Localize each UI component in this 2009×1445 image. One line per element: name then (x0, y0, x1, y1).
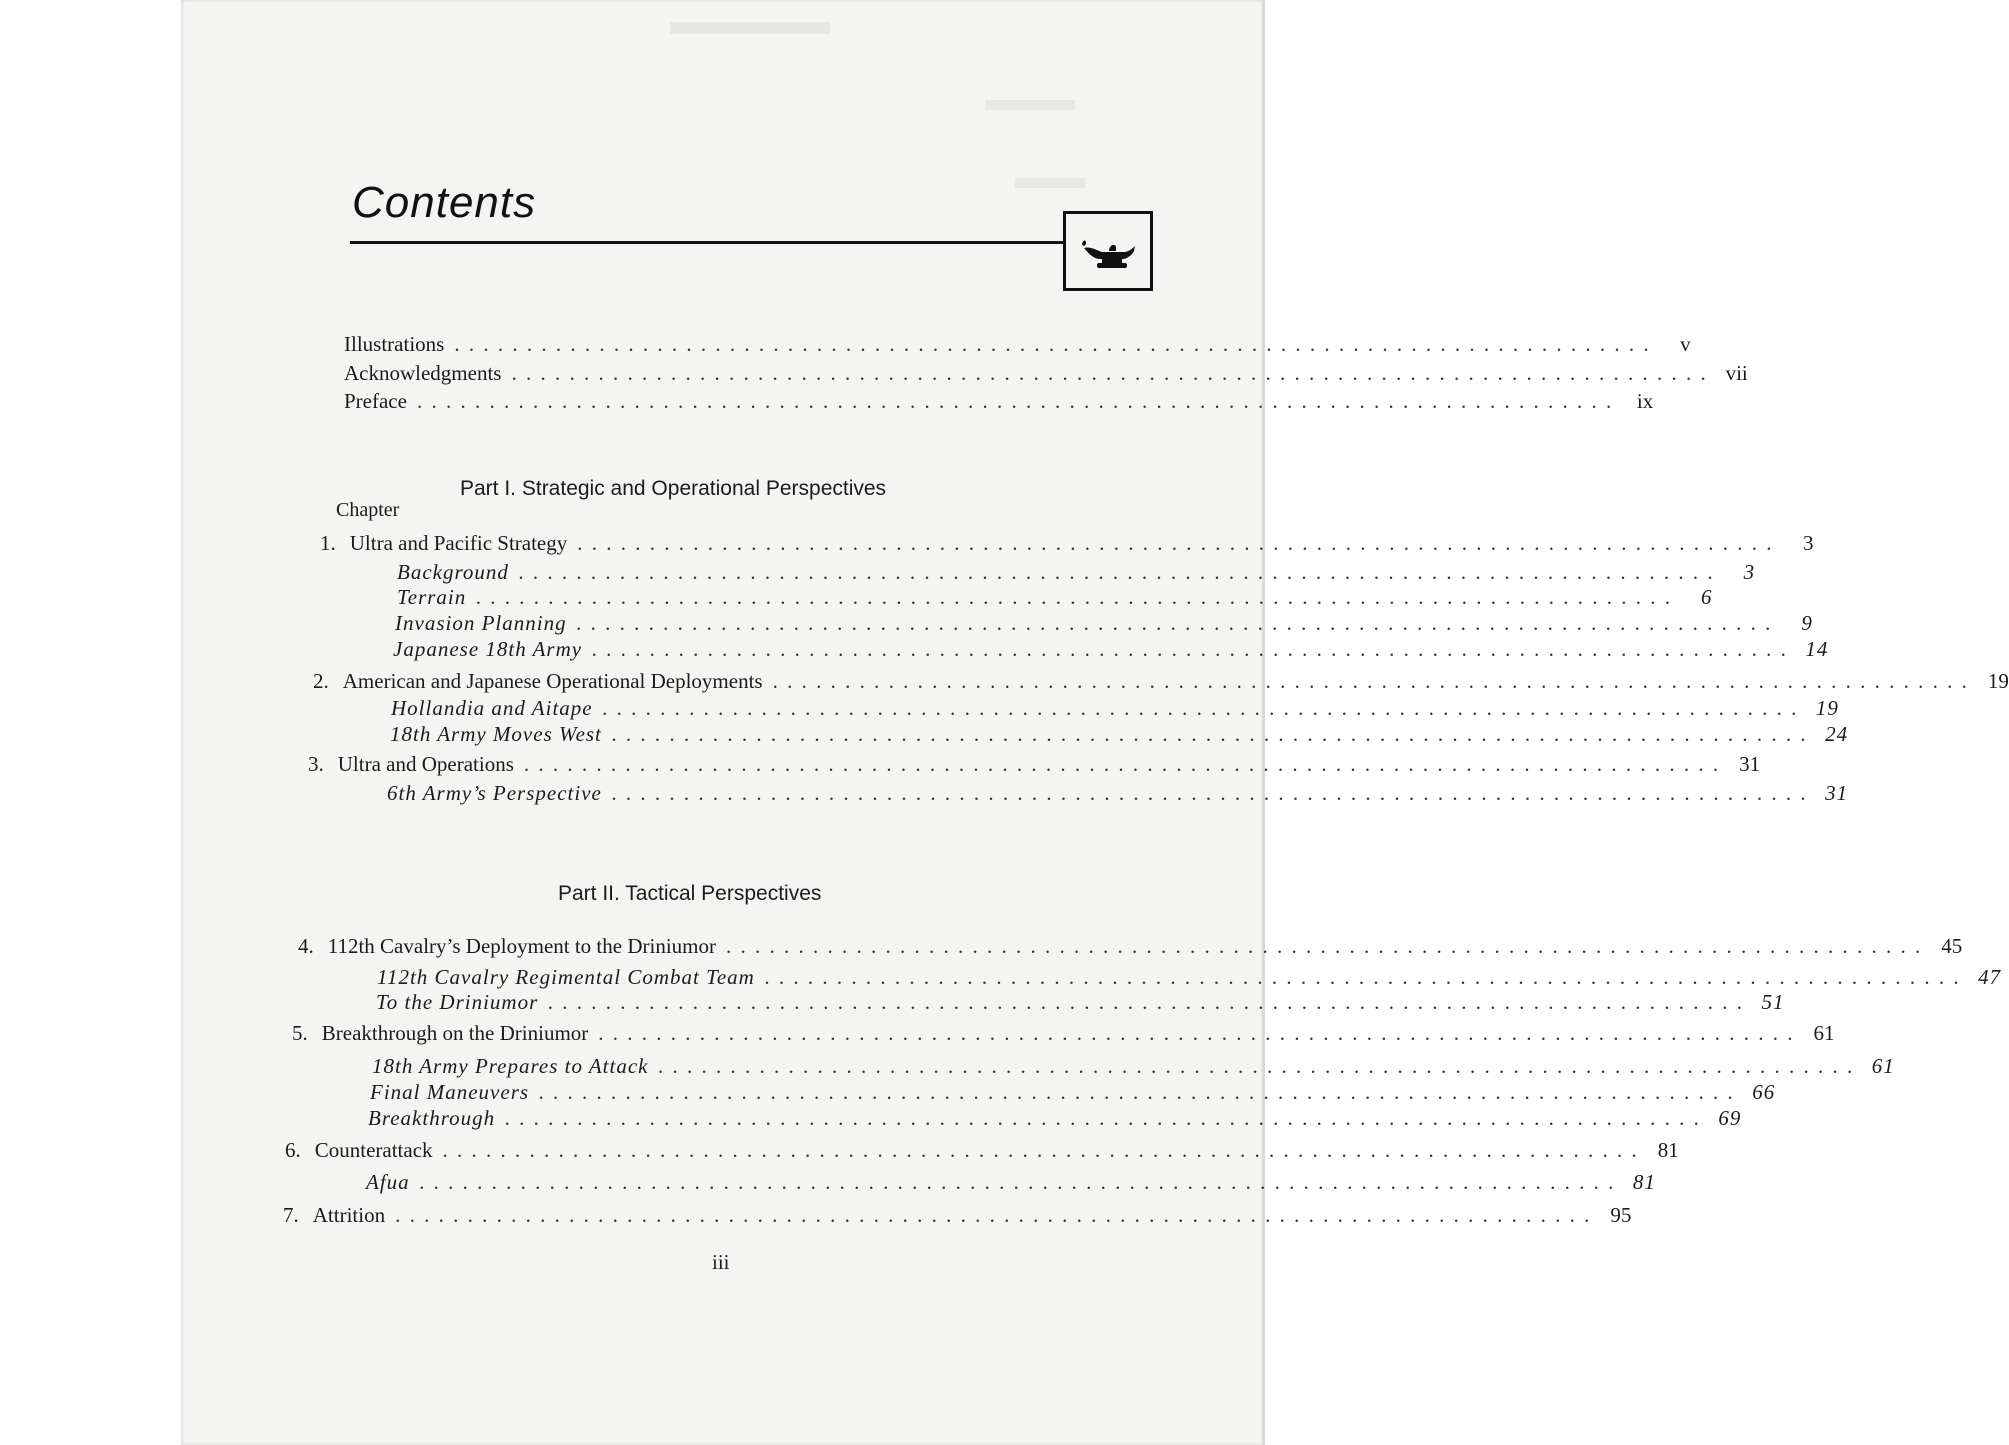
toc-page-number: 3 (1803, 531, 1814, 555)
toc-chapter-entry (313, 669, 2009, 694)
toc-page-number: 61 (1813, 1021, 1835, 1045)
toc-section-entry (387, 781, 1849, 806)
chapter-number: 4. (298, 934, 314, 958)
toc-section-entry (376, 990, 1785, 1015)
toc-section-entry (366, 1170, 1656, 1195)
dot-leader: . . . . . . . . . . . . . . . . . . . . . . . . . . . . . . . . . . . . . . . . . . . . . . . . . . . . . . . . . . . . . . . . . . . . . . . . . . . . . . . . . . . (505, 1106, 1702, 1130)
toc-entry-title: Background (397, 560, 509, 584)
toc-page-number: 51 (1761, 990, 1785, 1014)
dot-leader: . . . . . . . . . . . . . . . . . . . . . . . . . . . . . . . . . . . . . . . . . . . . . . . . . . . . . . . . . . . . . . . . . . . . . . . . . . . . . . . . . . . (611, 722, 1809, 746)
toc-chapter-entry (320, 531, 1814, 556)
toc-entry-title: 112th Cavalry Regimental Combat Team (377, 965, 755, 989)
toc-page-number: ix (1636, 389, 1654, 413)
toc-section-entry (377, 965, 2002, 990)
dot-leader: . . . . . . . . . . . . . . . . . . . . . . . . . . . . . . . . . . . . . . . . . . . . . . . . . . . . . . . . . . . . . . . . . . . . . . . . . . . . . . . . . . . (726, 934, 1923, 958)
toc-page-number: 61 (1871, 1054, 1895, 1078)
lamp-emblem (1063, 211, 1153, 291)
toc-entry-title: 112th Cavalry’s Deployment to the Driniumor (327, 934, 716, 958)
dot-leader: . . . . . . . . . . . . . . . . . . . . . . . . . . . . . . . . . . . . . . . . . . . . . . . . . . . . . . . . . . . . . . . . . . . . . . . . . . . . . . . . . . . (523, 752, 1721, 776)
toc-page-number: 19 (1987, 669, 2009, 693)
toc-page-number: 31 (1825, 781, 1849, 805)
dot-leader: . . . . . . . . . . . . . . . . . . . . . . . . . . . . . . . . . . . . . . . . . . . . . . . . . . . . . . . . . . . . . . . . . . . . . . . . . . . . . . . . . . . (476, 585, 1673, 609)
dot-leader: . . . . . . . . . . . . . . . . . . . . . . . . . . . . . . . . . . . . . . . . . . . . . . . . . . . . . . . . . . . . . . . . . . . . . . . . . . . . . . . . . . . (548, 990, 1745, 1014)
toc-entry-title: Preface (344, 389, 407, 413)
dot-leader: . . . . . . . . . . . . . . . . . . . . . . . . . . . . . . . . . . . . . . . . . . . . . . . . . . . . . . . . . . . . . . . . . . . . . . . . . . . . . . . . . . . (419, 1170, 1616, 1194)
toc-page-number: 9 (1801, 611, 1813, 635)
title-rule (350, 241, 1066, 244)
toc-entry-title: Invasion Planning (395, 611, 567, 635)
toc-page-number: 95 (1610, 1203, 1632, 1227)
toc-page-number: 69 (1718, 1106, 1742, 1130)
toc-page-number: 31 (1739, 752, 1761, 776)
dot-leader: . . . . . . . . . . . . . . . . . . . . . . . . . . . . . . . . . . . . . . . . . . . . . . . . . . . . . . . . . . . . . . . . . . . . . . . . . . . . . . . . . . . (539, 1080, 1736, 1104)
toc-page-number: 3 (1743, 560, 1756, 584)
toc-section-entry (397, 585, 1713, 610)
toc-entry-title: Hollandia and Aitape (391, 696, 593, 720)
toc-entry-title: 6th Army’s Perspective (387, 781, 602, 805)
oil-lamp-icon (1080, 234, 1138, 272)
toc-entry-title: 18th Army Prepares to Attack (372, 1054, 649, 1078)
dot-leader: . . . . . . . . . . . . . . . . . . . . . . . . . . . . . . . . . . . . . . . . . . . . . . . . . . . . . . . . . . . . . . . . . . . . . . . . . . . . . . . . . . . (598, 1021, 1795, 1045)
toc-page-number: 45 (1941, 934, 1963, 958)
page-title: Contents (352, 178, 537, 227)
show-through-line (985, 100, 1075, 110)
dot-leader: . . . . . . . . . . . . . . . . . . . . . . . . . . . . . . . . . . . . . . . . . . . . . . . . . . . . . . . . . . . . . . . . . . . . . . . . . . . . . . . . . . . (764, 965, 1962, 989)
show-through-line (1015, 178, 1085, 188)
toc-page-number: vii (1725, 361, 1748, 385)
dot-leader: . . . . . . . . . . . . . . . . . . . . . . . . . . . . . . . . . . . . . . . . . . . . . . . . . . . . . . . . . . . . . . . . . . . . . . . . . . . . . . . . . . . (772, 669, 1969, 693)
dot-leader: . . . . . . . . . . . . . . . . . . . . . . . . . . . . . . . . . . . . . . . . . . . . . . . . . . . . . . . . . . . . . . . . . . . . . . . . . . . . . . . . . . . (611, 781, 1809, 805)
toc-section-entry (390, 722, 1849, 747)
chapter-number: 6. (285, 1138, 301, 1162)
toc-section-entry (368, 1106, 1742, 1131)
toc-chapter-entry (285, 1138, 1679, 1163)
part-heading: Part I. Strategic and Operational Perspectives (460, 477, 887, 500)
toc-page-number: 24 (1825, 722, 1849, 746)
dot-leader: . . . . . . . . . . . . . . . . . . . . . . . . . . . . . . . . . . . . . . . . . . . . . . . . . . . . . . . . . . . . . . . . . . . . . . . . . . . . . . . . . . . (518, 560, 1716, 584)
dot-leader: . . . . . . . . . . . . . . . . . . . . . . . . . . . . . . . . . . . . . . . . . . . . . . . . . . . . . . . . . . . . . . . . . . . . . . . . . . . . . . . . . . . (416, 389, 1614, 413)
toc-entry-title: Counterattack (314, 1138, 433, 1162)
toc-chapter-entry (298, 934, 1963, 959)
chapter-number: 2. (313, 669, 329, 693)
toc-chapter-entry (292, 1021, 1835, 1046)
toc-entry (344, 389, 1654, 414)
toc-chapter-entry (308, 752, 1761, 777)
toc-entry-title: To the Driniumor (376, 990, 539, 1014)
toc-section-entry (391, 696, 1839, 721)
toc-entry-title: Ultra and Pacific Strategy (349, 531, 568, 555)
toc-entry-title: Final Maneuvers (370, 1080, 530, 1104)
dot-leader: . . . . . . . . . . . . . . . . . . . . . . . . . . . . . . . . . . . . . . . . . . . . . . . . . . . . . . . . . . . . . . . . . . . . . . . . . . . . . . . . . . . (511, 361, 1708, 385)
toc-entry-title: American and Japanese Operational Deployments (342, 669, 763, 693)
page-folio: iii (712, 1250, 730, 1274)
toc-page-number: 66 (1752, 1080, 1776, 1104)
toc-section-entry (397, 560, 1756, 585)
chapter-number: 3. (308, 752, 324, 776)
dot-leader: . . . . . . . . . . . . . . . . . . . . . . . . . . . . . . . . . . . . . . . . . . . . . . . . . . . . . . . . . . . . . . . . . . . . . . . . . . . . . . . . . . . (395, 1203, 1592, 1227)
toc-entry-title: Breakthrough (368, 1106, 496, 1130)
toc-chapter-entry (283, 1203, 1632, 1228)
dot-leader: . . . . . . . . . . . . . . . . . . . . . . . . . . . . . . . . . . . . . . . . . . . . . . . . . . . . . . . . . . . . . . . . . . . . . . . . . . . . . . . . . . . (592, 637, 1789, 661)
show-through-line (670, 22, 830, 34)
toc-section-entry (393, 637, 1829, 662)
toc-page-number: 14 (1805, 637, 1829, 661)
toc-entry-title: Terrain (397, 585, 467, 609)
toc-page-number: 6 (1701, 585, 1713, 609)
toc-page-number: 81 (1632, 1170, 1656, 1194)
dot-leader: . . . . . . . . . . . . . . . . . . . . . . . . . . . . . . . . . . . . . . . . . . . . . . . . . . . . . . . . . . . . . . . . . . . . . . . . . . . . . . . . . . . (454, 332, 1651, 356)
toc-page-number: 19 (1815, 696, 1839, 720)
toc-entry-title: Afua (366, 1170, 410, 1194)
toc-section-entry (372, 1054, 1895, 1079)
toc-entry-title: Illustrations (344, 332, 445, 356)
dot-leader: . . . . . . . . . . . . . . . . . . . . . . . . . . . . . . . . . . . . . . . . . . . . . . . . . . . . . . . . . . . . . . . . . . . . . . . . . . . . . . . . . . . (658, 1054, 1855, 1078)
part-heading: Part II. Tactical Perspectives (558, 882, 822, 905)
chapter-number: 7. (283, 1203, 299, 1227)
chapter-number: 1. (320, 531, 336, 555)
toc-section-entry (395, 611, 1813, 636)
chapter-label: Chapter (336, 499, 400, 521)
toc-page-number: 47 (1978, 965, 2002, 989)
toc-entry-title: Attrition (312, 1203, 386, 1227)
toc-entry (344, 361, 1748, 386)
toc-entry-title: Breakthrough on the Driniumor (321, 1021, 589, 1045)
toc-entry-title: Acknowledgments (344, 361, 502, 385)
toc-entry-title: Ultra and Operations (337, 752, 514, 776)
toc-page-number: 81 (1657, 1138, 1679, 1162)
dot-leader: . . . . . . . . . . . . . . . . . . . . . . . . . . . . . . . . . . . . . . . . . . . . . . . . . . . . . . . . . . . . . . . . . . . . . . . . . . . . . . . . . . . (602, 696, 1799, 720)
toc-page-number: v (1680, 332, 1691, 356)
toc-entry-title: Japanese 18th Army (393, 637, 583, 661)
toc-entry (344, 332, 1691, 357)
dot-leader: . . . . . . . . . . . . . . . . . . . . . . . . . . . . . . . . . . . . . . . . . . . . . . . . . . . . . . . . . . . . . . . . . . . . . . . . . . . . . . . . . . . (576, 611, 1773, 635)
dot-leader: . . . . . . . . . . . . . . . . . . . . . . . . . . . . . . . . . . . . . . . . . . . . . . . . . . . . . . . . . . . . . . . . . . . . . . . . . . . . . . . . . . . (577, 531, 1774, 555)
dot-leader: . . . . . . . . . . . . . . . . . . . . . . . . . . . . . . . . . . . . . . . . . . . . . . . . . . . . . . . . . . . . . . . . . . . . . . . . . . . . . . . . . . . (442, 1138, 1639, 1162)
toc-entry-title: 18th Army Moves West (390, 722, 602, 746)
toc-section-entry (370, 1080, 1776, 1105)
chapter-number: 5. (292, 1021, 308, 1045)
